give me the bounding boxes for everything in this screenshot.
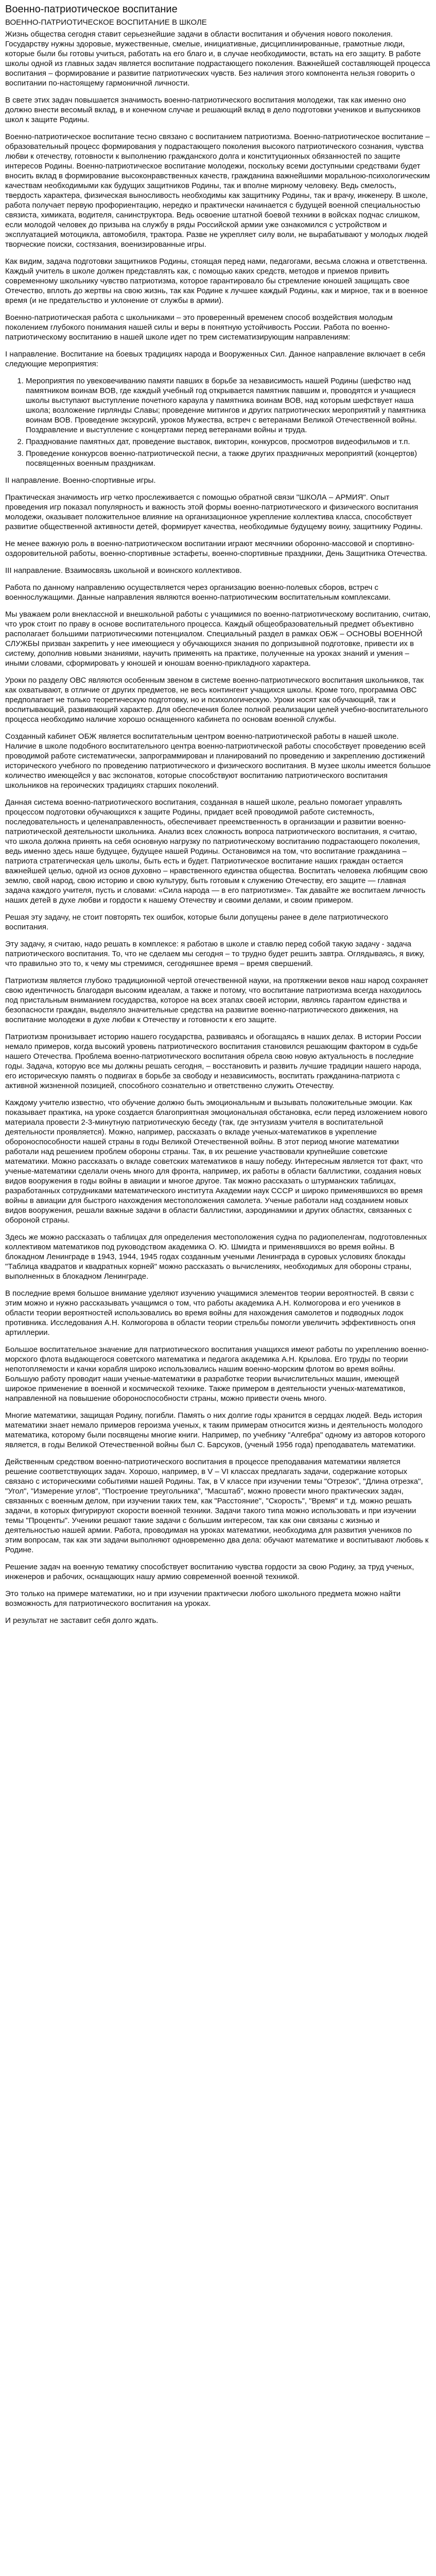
article-subtitle: ВОЕННО-ПАТРИОТИЧЕСКОЕ ВОСПИТАНИЕ В ШКОЛЕ [5, 18, 207, 27]
paragraph: Не менее важную роль в военно-патриотическом воспитании играют месячники оборонно-массовой и спортивно-оздоровительной работы, военно-спортивные эстафеты, военно-спортивные праздники, День Защитника Отечества. [5, 539, 427, 558]
paragraph: Патриотизм пронизывает историю нашего государства, развиваясь и обогащаясь в наших делах. В истории России немало примеров, когда высокий уровень патриотического воспитания становился решающим фактором в судьбе нашего Отечества. Проблема военно-патриотического воспитания обрела свою новую актуальность в последние годы. Задача, которую все мы должны решать сегодня, – восстановить и развить лучшие традиции нашего народа, его историческую память о подвигах в борьбе за свободу и независимость, воспитать гражданина-патриота с активной жизненной позицией, способного сознательно и ответственно служить Отечеству. [5, 1032, 422, 1090]
paragraph: Многие математики, защищая Родину, погибли. Память о них долгие годы хранится в сердцах людей. Ведь история математики знает немало примеров героизма ученых, к таким примерам относится жизнь и деятельность молодого математика, которому были посвящены многие книги. Например, по учебнику "Алгебра" одному из авторов которого является, в годы Великой Отечественной войны был С. Барсуков, (ученый 1956 года) преподаватель математики. [5, 1411, 426, 1449]
page-title: Военно-патриотическое воспитание [5, 4, 178, 15]
paragraph: Созданный кабинет ОБЖ является воспитательным центром военно-патриотической работы в нашей школе. Наличие в школе подобного воспитательного центра военно-патриотической работы способствует проведению всей проводимой работе систематически, запрограммирован и планирований по проведению и закреплению достижений исторического учебного по проведению патриотического и физического воспитания. В музее школы имеется большое количество имеющейся у вас экспонатов, которые способствуют воспитанию патриотического воспитания школьников на героических традициях старших поколений. [5, 732, 431, 790]
paragraph: Большое воспитательное значение для патриотического воспитания учащихся имеют работы по укреплению военно-морского флота выдающегося советского математика и педагога академика А.Н. Крылова. Его труды по теории непотопляемости и качки корабля широко использовались нашим военно-морским флотом во время войны. Большую работу проводит наши ученые-математики в разработке теории вычислительных машин, имеющей широкое применение в военной и космической технике. Также примером в деятельности ученых-математиков, направленной на повышение обороноспособности страны, можно привести очень много. [5, 1345, 429, 1403]
paragraph: Практическая значимость игр четко прослеживается с помощью обратной связи "ШКОЛА – АРМИЯ". Опыт проведения игр показал популярность и важность этой формы военно-патриотического и физического воспитания молодежи, оказывает положительное влияние на организационное укрепление коллектива класса, способствует развитие общественной активности детей, формирует качества, необходимые будущему воину, защитнику Родины. [5, 493, 423, 531]
paragraph: I направление. Воспитание на боевых традициях народа и Вооруженных Сил. Данное направление включает в себя следующие мероприятия: [5, 350, 426, 368]
paragraph: Работа по данному направлению осуществляется через организацию военно-полевых сборов, встреч с военнослужащими. Данные направления являются военно-патриотическим воспитательным комплексами. [5, 583, 391, 602]
paragraph: Здесь же можно рассказать о таблицах для определения местоположения судна по радиопеленгам, подготовленных коллективом математиков под руководством академика О. Ю. Шмидта и применявшихся во время войны. В блокадном Ленинграде в 1943, 1944, 1945 годах созданным учеными Ленинграда в суровых условиях блокады "Таблица квадратов и квадратных корней" можно рассказать о вычислениях, необходимых для обороны страны, выполненных в блокадном Ленинграде. [5, 1233, 427, 1281]
paragraph: Решение задач на военную тематику способствует воспитанию чувства гордости за свою Родину, за труд ученых, инженеров и рабочих, оснащающих нашу армию современной военной техникой. [5, 1563, 414, 1581]
paragraph: Уроки по разделу ОВС являются особенным звеном в системе военно-патриотического воспитания школьников, так как охватывают, в отличие от других предметов, не весь контингент учащихся школы. Кроме того, программа ОВС предполагает не только теоретическую подготовку, но и психологическую. Уроки носят как обучающий, так и воспитывающий, развивающий характер. Для обеспечения более полной реализации целей учебно-воспитательного процесса необходимо наличие хорошо оснащенного кабинета по основам военной службы. [5, 676, 428, 724]
paragraph: Мы уважаем роли внеклассной и внешкольной работы с учащимися по военно-патриотическому воспитанию, считаю, что урок стоит по праву в основе воспитательного процесса. Каждый общеобразовательный предмет объективно располагает большими патриотическими потенциалом. Специальный раздел в рамках ОБЖ – ОСНОВЫ ВОЕННОЙ СЛУЖБЫ призван закрепить у нее имеющиеся у обучающихся знания по допризывной подготовке, привести их в систему, дополнив новыми знаниями, научить применять на практике, полученные на уроках знаний и умения – иными словами, сформировать у юношей и юношам военно-прикладного характера. [5, 610, 431, 668]
list-item: 1. Мероприятия по увековечиванию памяти павших в борьбе за независимость нашей Родины (шефство над памятником воинам ВОВ, где каждый учебный год открывается памятник павшим и, проводятся и учащиеся школы выступают выступление почетного караула у памятника воинам ВОВ, над которым шефствует наша школа; возложение гирлянды Славы; проведение митингов и других патриотических мероприятий у памятника воинам ВОВ. Проведение экскурсий, уроков Мужества, встреч с ветеранами Великой Отечественной войны. Поздравление и выступление с концертами перед ветеранами войны и труда. [26, 376, 431, 435]
paragraph: Военно-патриотическая работа с школьниками – это проверенный временем способ воздействия молодым поколением глубокого понимания нашей силы и веры в понятную устойчивость России. Работа по военно-патриотическому воспитанию в нашей школе идет по трем систематизирующим направлениям: [5, 313, 393, 342]
paragraph: Жизнь общества сегодня ставит серьезнейшие задачи в области воспитания и обучения нового поколения. Государству нужны здоровые, мужественные, смелые, инициативные, дисциплинированные, грамотные люди, которые были бы готовы учиться, работать на его благо и, в случае необходимости, встать на его защиту. В работе школы одной из главных задач является воспитание подрастающего поколения. Важнейшей составляющей процесса воспитания – формирование и развитие патриотических чувств. Без наличия этого компонента нельзя говорить о воспитании по-настоящему гармоничной личности. [5, 30, 430, 88]
paragraph: Как видим, задача подготовки защитников Родины, стоящая перед нами, педагогами, весьма сложна и ответственна. Каждый учитель в школе должен представлять как, с помощью каких средств, методов и приемов привить современному школьнику чувство патриотизма, которое гарантировало бы стремление юношей защищать свое Отечество, вплоть до жертвы на свою жизнь, так как Родине к лучшее каждый Родины, как и мирное, так и в военное время (и не предательство и уклонение от службы в армии). [5, 257, 428, 305]
paragraph: Данная система военно-патриотического воспитания, созданная в нашей школе, реально помогает управлять процессом подготовки обучающихся к защите Родины, придает всей проводимой работе системность, последовательность и целенаправленность, обеспечивает преемственность в организации и развитии военно-патриотической деятельности школьника. Анализ всех сложность вопроса патриотического воспитания, я считаю, что школа должна принять на себя основную нагрузку по патриотическому воспитанию подрастающего поколения, ведь именно здесь наше будущее, будущее нашей Родины. Остановимся на том, что воспитание гражданина – патриота стратегическая цель школы, быть есть и будет. Патриотическое воспитание наших граждан остается важнейшей целью, одной из основ духовно – нравственного единства общества. Воспитать человека любящим свою землю, свой народ, свою историю и свою культуру, быть готовым к служению Отечеству, его защите — главная задача каждого учителя, пусть и словами: «Сила народа — в его патриотизме». Так давайте же воспитаем личность наших детей в духе любви и гордости к нашему Отечеству и своими делами, и своим примером. [5, 798, 428, 905]
paragraph: Это только на примере математики, но и при изучении практически любого школьного предмета можно найти возможность для патриотического воспитания на уроках. [5, 1589, 401, 1608]
measures-list [5, 376, 431, 468]
list-item: 2. Празднование памятных дат, проведение выставок, викторин, конкурсов, просмотров видеофильмов и т.п. [26, 437, 431, 447]
paragraph: Патриотизм является глубоко традиционной чертой отечественной науки, на протяжении веков наш народ сохраняет свою идентичность благодаря высоким идеалам, а также и потому, что воспитание патриотизма всегда находилось под пристальным вниманием государства, которое на всех этапах своей истории, являясь гарантом единства и безопасности граждан, выделяло значительные средства на развитие военно-патриотического движения, на воспитание молодежи в духе любви к Отечеству и готовности к его защите. [5, 976, 428, 1024]
paragraph: И результат не заставит себя долго ждать. [5, 1616, 159, 1625]
paragraph: II направление. Военно-спортивные игры. [5, 476, 156, 485]
paragraph: В последние время большое внимание уделяют изучению учащимися элементов теории вероятностей. В связи с этим можно и нужно рассказывать учащимся о том, что работы академика А.Н. Колмогорова и его учеников в области теории вероятностей использовались во время войны для нахождения самолетов и подводных лодок противника. Исследования А.Н. Колмогорова в области теории стрельбы помогли увеличить эффективность огня артиллерии. [5, 1289, 416, 1337]
list-item: 3. Проведение конкурсов военно-патриотической песни, а также других праздничных мероприятий (концертов) посвященных военным праздникам. [26, 449, 431, 468]
paragraph: Каждому учителю известно, что обучение должно быть эмоциональным и вызывать положительные эмоции. Как показывает практика, на уроке создается благоприятная эмоциональная обстановка, если перед изложением нового материала провести 2-3-минутную патриотическую беседу (так, где энтузиазм учителя в воспитательной деятельности проявляется). Можно, например, рассказать о вкладе ученых-математиков в укрепление обороноспособности нашей страны в годы Великой Отечественной войны. В этот период многие математики работали над решением проблем обороны страны. Так, в их решение участвовали крупнейшие советские математики. Можно рассказать о вкладе советских математиков в нашу победу. Интересным является тот факт, что ученые-математики сделали очень много для фронта, например, их работы в области баллистики, создания новых видов вооружения в годы войны в авиации и многое другое. Так можно рассказать о штурманских таблицах, разработанных сотрудниками математического института Академии наук СССР и широко применявшихся во время войны в авиации для быстрого нахождения местоположения самолета. Ученые работали над созданием новых видов вооружения, решали важные задачи в области баллистики, аэродинамики и других областях, связанных с обороной страны. [5, 1098, 428, 1225]
paragraph: Военно-патриотическое воспитание тесно связано с воспитанием патриотизма. Военно-патриотическое воспитание – образовательный процесс формирования у подрастающего поколения высокого патриотического сознания, чувства любви к отечеству, готовности к выполнению гражданского долга и конституционных обязанностей по защите интересов Родины. Военно-патриотическое воспитание молодежи, поскольку всеми доступными средствами будет вносить вклад в формирование высоконравственных качеств, гражданина важнейшими моральною-психологическим качествам необходимыми как будущих защитников Родины, так и вполне мирному человеку. Ведь смелость, твердость характера, физическая выносливость необходимы как защитнику Родины, так и врачу, инженеру. В школе, работа получает первую профориентацию, нередко и практически начинается с будущей военной специальностью связиста, химиката, водителя, санинструктора. Ведь освоение штатной боевой техники в войсках подчас слишком, если молодой человек до призыва на службу в ряды Российской армии уже ознакомился с устройством и эксплуатацией мотоцикла, автомобиля, трактора. Разве не укрепляет силу воли, не вырабатывают у молодых людей творческие поиски, состязания, военизированные игры. [5, 132, 430, 249]
paragraph: Эту задачу, я считаю, надо решать в комплексе: я работаю в школе и ставлю перед собой такую задачу - задача патриотического воспитания. То, что не сделаем мы сегодня – то трудно будет решить завтра. Оглядываясь, я вижу, что правильно это то, к чему мы стремимся, сегодняшнее время – время свершений. [5, 940, 425, 968]
paragraph: III направление. Взаимосвязь школьной и воинского коллективов. [5, 566, 242, 575]
paragraph: Действенным средством военно-патриотического воспитания в процессе преподавания математики является решение соответствующих задач. Хорошо, например, в V – VI классах предлагать задачи, содержание которых связано с историческими событиями нашей Родины. Так, в V классе при изучении темы "Отрезок", "Длина отрезка", "Угол", "Измерение углов", "Построение треугольника", "Масштаб", можно провести много практических задач, связанных с военным делом, при изучении таких тем, как "Расстояние", "Скорость", "Время" и т.д. можно решать задачи, в которых фигурируют скорости военной техники. Задачи такого типа можно использовать и при изучении темы "Проценты". Ученики решают такие задачи с большим интересом, так как они связаны с жизнью и деятельностью нашей армии. Работа, проводимая на уроках математики, необходима для развития учеников по этим вопросам, так как эти задачи выполняют одновременно два дела: обучают математике и воспитывают любовь к Родине. [5, 1458, 429, 1554]
paragraph: В свете этих задач повышается значимость военно-патриотического воспитания молодежи, так как именно оно должно внести весомый вклад, в и конечном случае и решающий вклад в дело подготовки учеников и выпускников школ к защите Родины. [5, 96, 421, 124]
paragraph: Решая эту задачу, не стоит повторять тех ошибок, которые были допущены ранее в деле патриотического воспитания. [5, 913, 389, 931]
